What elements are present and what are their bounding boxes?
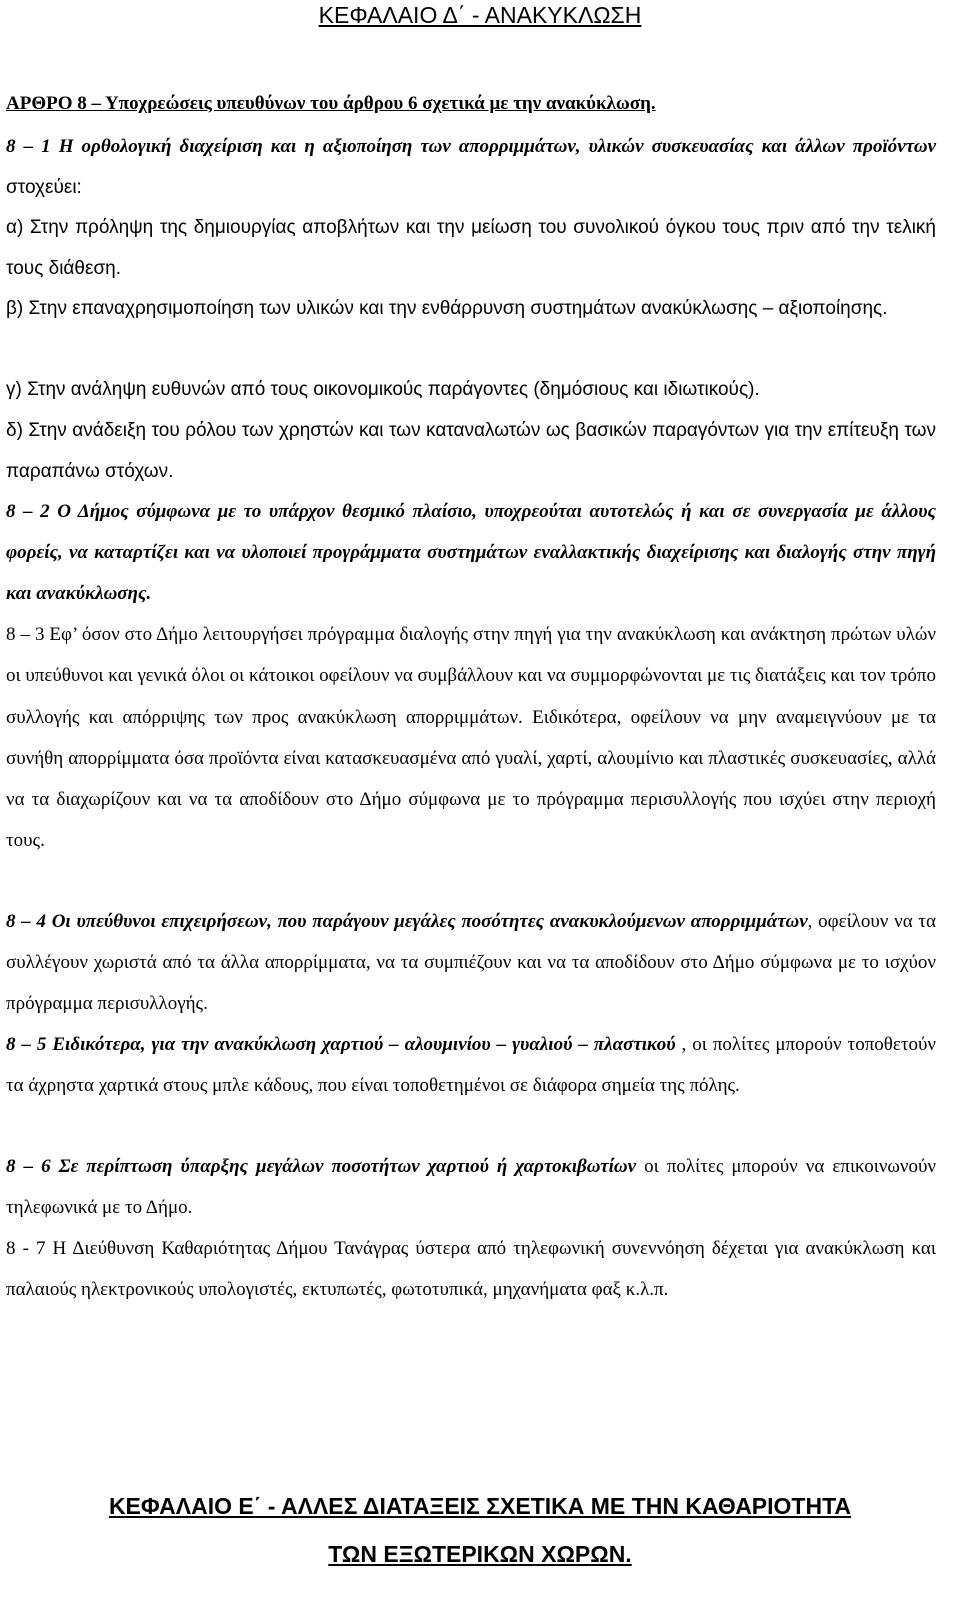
chapter-e-title-line2: ΤΩΝ ΕΞΩΤΕΡΙΚΩΝ ΧΩΡΩΝ. [328, 1541, 632, 1567]
paragraph-8-7: 8 - 7 Η Διεύθυνση Καθαριότητας Δήμου Τανάγρας ύστερα από τηλεφωνική συνεννόηση δέχεται για ανακύκλωση και παλαιούς ηλεκτρονικούς υπολογιστές, εκτυπωτές, φωτοτυπικά, μηχανήματα φαξ κ.λ.π. [6, 1238, 936, 1300]
paragraph-8-4-lead: 8 – 4 Οι υπεύθυνοι επιχειρήσεων, που παράγουν μεγάλες ποσότητες ανακυκλούμενων απορριμμάτων [6, 911, 808, 932]
paragraph-8-1-rest: στοχεύει: [6, 177, 82, 198]
paragraph-8-5-rest: , οι πολίτες μπορούν τοποθετούν τα άχρηστα χαρτικά στους μπλε κάδους, που είναι τοποθετημένοι σε διάφορα σημεία της πόλης. [6, 1034, 936, 1096]
paragraph-8-6 [6, 1146, 936, 1228]
item-d: δ) Στην ανάδειξη του ρόλου των χρηστών και των καταναλωτών ως βασικών παραγόντων για την επίτευξη των παραπάνω στόχων. [6, 420, 936, 482]
item-b: β) Στην επαναχρησιμοποίηση των υλικών και την ενθάρρυνση συστημάτων ανακύκλωσης – αξιοποίησης. [6, 298, 888, 319]
paragraph-8-2: 8 – 2 Ο Δήμος σύμφωνα με το υπάρχον θεσμικό πλαίσιο, υποχρεούται αυτοτελώς ή και σε συνεργασία με άλλους φορείς, να καταρτίζει και να υλοποιεί προγράμματα συστημάτων εναλλακτικής διαχείρισης και διαλογής στην πηγή και ανακύκλωσης. [6, 501, 936, 604]
paragraph-8-1-lead: 8 – 1 Η ορθολογική διαχείριση και η αξιοποίηση των απορριμμάτων, υλικών συσκευασίας και άλλων προϊόντων [6, 136, 936, 157]
item-a: α) Στην πρόληψη της δημιουργίας αποβλήτων και την μείωση του συνολικού όγκου τους πριν από την τελική τους διάθεση. [6, 217, 936, 279]
paragraph-8-5 [6, 1024, 936, 1106]
paragraph-8-4 [6, 901, 936, 1024]
chapter-d-title: ΚΕΦΑΛΑΙΟ Δ΄ - ΑΝΑΚΥΚΛΩΣΗ [318, 2, 642, 28]
paragraph-8-6-lead: 8 – 6 Σε περίπτωση ύπαρξης μεγάλων ποσοτήτων χαρτιού ή χαρτοκιβωτίων [6, 1156, 637, 1177]
item-c: γ) Στην ανάληψη ευθυνών από τους οικονομικούς παράγοντες (δημόσιους και ιδιωτικούς). [6, 379, 760, 400]
paragraph-8-3: 8 – 3 Εφ’ όσον στο Δήμο λειτουργήσει πρόγραμμα διαλογής στην πηγή για την ανακύκλωση και ανάκτηση πρώτων υλών οι υπεύθυνοι και γενικά όλοι οι κάτοικοι οφείλουν να συμβάλλουν και να συμμορφώνονται με τις διατάξεις και τον τρόπο συλλογής και απόρριψης των προς ανακύκλωση απορριμμάτων. Ειδικότερα, οφείλουν να μην αναμειγνύουν με τα συνήθη απορρίμματα όσα προϊόντα είναι κατασκευασμένα από γυαλί, χαρτί, αλουμίνιο και πλαστικές συσκευασίες, αλλά να τα διαχωρίζουν και να τα αποδίδουν στο Δήμο σύμφωνα με το πρόγραμμα περισυλλογής που ισχύει στην περιοχή τους. [6, 624, 936, 852]
paragraph-8-5-lead: 8 – 5 Ειδικότερα, για την ανακύκλωση χαρτιού – αλουμινίου – γυαλιού – πλαστικού [6, 1034, 676, 1055]
chapter-e-title-line1: ΚΕΦΑΛΑΙΟ Ε΄ - ΑΛΛΕΣ ΔΙΑΤΑΞΕΙΣ ΣΧΕΤΙΚΑ ΜΕ ΤΗΝ ΚΑΘΑΡΙΟΤΗΤΑ [108, 1493, 852, 1519]
article-8-heading: ΑΡΘΡΟ 8 – Υποχρεώσεις υπευθύνων του άρθρου 6 σχετικά με την ανακύκλωση. [6, 93, 656, 114]
paragraph-8-1 [6, 126, 936, 208]
paragraph-8-6-rest: οι πολίτες μπορούν να επικοινωνούν τηλεφωνικά με το Δήμο. [6, 1156, 937, 1218]
paragraph-8-4-rest: , οφείλουν να τα συλλέγουν χωριστά από τα άλλα απορρίμματα, να τα συμπιέζουν και να τα αποδίδουν στο Δήμο σύμφωνα με το ισχύον πρόγραμμα περισυλλογής. [6, 911, 936, 1014]
